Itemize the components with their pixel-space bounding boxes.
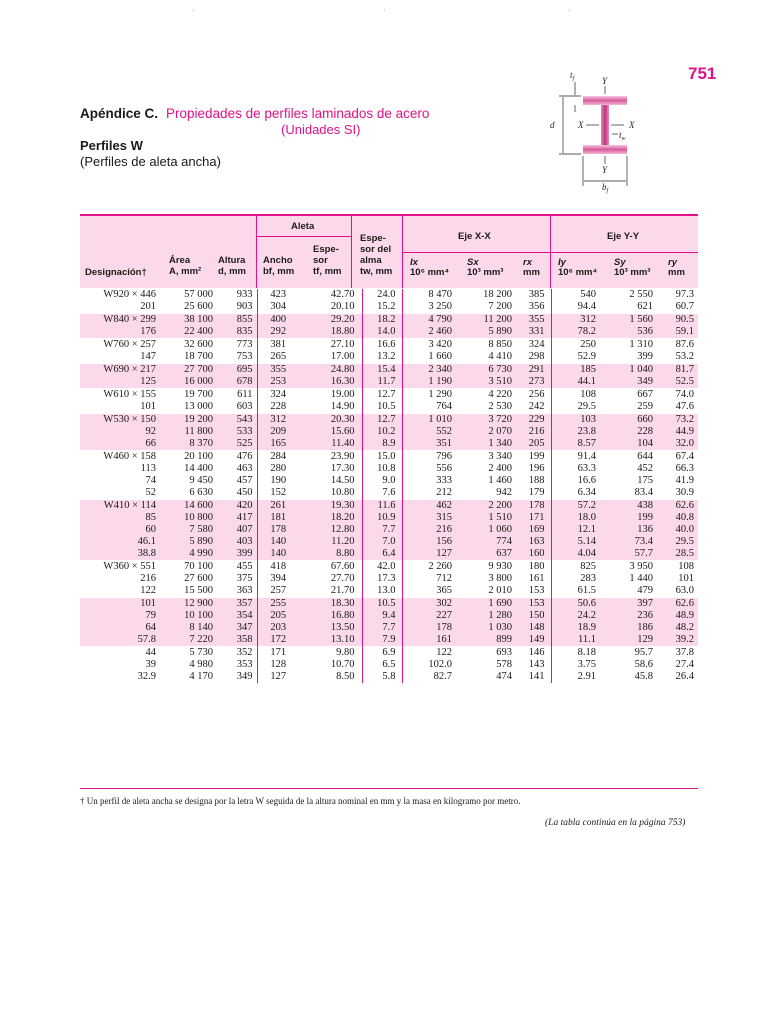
cell-sy: 438 199 136 73.4 57.7 xyxy=(604,500,659,561)
corner-mark: · xyxy=(568,6,571,15)
sy-header: Sy xyxy=(614,257,626,268)
designation-header: Designación† xyxy=(85,267,147,278)
continuation-note: (La tabla continúa en la página 753) xyxy=(545,818,686,828)
cell-bf: 400 292 xyxy=(257,314,307,339)
table-row-group xyxy=(80,451,698,500)
area-unit: A, mm² xyxy=(169,266,202,277)
cell-rx: 291 273 xyxy=(518,364,551,389)
cell-ix: 2 260 712 365 xyxy=(402,561,462,598)
table-row-group xyxy=(80,364,698,389)
cell-bf: 312 209 165 xyxy=(257,414,307,451)
cell-depth: 611 603 xyxy=(221,389,257,414)
cell-rx: 324 298 xyxy=(518,339,551,364)
cell-tf: 19.00 14.90 xyxy=(307,389,362,414)
flange-width-header: Ancho xyxy=(263,255,293,266)
cell-bf: 324 228 xyxy=(257,389,307,414)
sx-header: Sx xyxy=(467,257,479,268)
cell-area: 27 700 16 000 xyxy=(166,364,221,389)
cell-depth: 357 354 347 358 xyxy=(221,598,257,647)
cell-iy: 8.18 3.75 2.91 xyxy=(551,647,604,684)
cell-sx: 3 720 2 070 1 340 xyxy=(462,414,518,451)
table-row-group xyxy=(80,389,698,414)
page-number: 751 xyxy=(688,64,717,83)
cell-ry: 37.8 27.4 26.4 xyxy=(659,647,698,684)
cell-bf: 423 304 xyxy=(257,289,307,314)
cell-sx: 3 340 2 400 1 460 942 xyxy=(462,451,518,500)
cell-iy: 91.4 63.3 16.6 6.34 xyxy=(551,451,604,500)
cell-ry: 74.0 47.6 xyxy=(659,389,698,414)
cell-sx: 693 578 474 xyxy=(462,647,518,684)
cell-sy: 95.7 58.6 45.8 xyxy=(604,647,659,684)
cell-designation: W360 × 551 216 122 xyxy=(80,561,166,598)
cell-depth: 455 375 363 xyxy=(221,561,257,598)
web-thickness-header: Espe- xyxy=(360,233,386,244)
cell-area: 20 100 14 400 9 450 6 630 xyxy=(166,451,221,500)
cell-depth: 695 678 xyxy=(221,364,257,389)
table-row-group xyxy=(80,414,698,451)
cell-designation: W610 × 155 101 xyxy=(80,389,166,414)
cell-ry: 108 101 63.0 xyxy=(659,561,698,598)
cell-iy: 825 283 61.5 xyxy=(551,561,604,598)
appendix-heading xyxy=(80,106,429,121)
cell-tf: 9.80 10.70 8.50 xyxy=(307,647,362,684)
cell-area: 57 000 25 600 xyxy=(166,289,221,314)
appendix-label: Apéndice C. xyxy=(80,106,159,121)
flange-width-unit: bf, mm xyxy=(263,266,295,277)
cell-area: 12 900 10 100 8 140 7 220 xyxy=(166,598,221,647)
area-header: Área xyxy=(169,255,191,266)
cell-iy: 108 29.5 xyxy=(551,389,604,414)
cell-sy: 3 950 1 440 479 xyxy=(604,561,659,598)
cell-area: 14 600 10 800 7 580 5 890 4 990 xyxy=(166,500,221,561)
cell-ix: 8 470 3 250 xyxy=(402,289,462,314)
cell-ix: 3 420 1 660 xyxy=(402,339,462,364)
wide-flange-section-diagram xyxy=(546,68,660,194)
cell-ry: 90.5 59.1 xyxy=(659,314,698,339)
cell-sy: 1 310 399 xyxy=(604,339,659,364)
cell-ry: 97.3 60.7 xyxy=(659,289,698,314)
cell-tw: 6.9 6.5 5.8 xyxy=(362,647,402,684)
table-footnote: † Un perfil de aleta ancha se designa por la letra W seguida de la altura nominal en mm y la masa en kilogramo por metro. xyxy=(80,796,521,806)
flange-group-header: Aleta xyxy=(291,221,315,232)
y-axis-top-label: Y xyxy=(602,76,608,86)
cell-iy: 312 78.2 xyxy=(551,314,604,339)
cell-rx: 256 242 xyxy=(518,389,551,414)
section-subtitle: (Perfiles de aleta ancha) xyxy=(80,154,221,169)
cell-depth: 543 533 525 xyxy=(221,414,257,451)
cell-sx: 18 200 7 200 xyxy=(462,289,518,314)
cell-sx: 11 200 5 890 xyxy=(462,314,518,339)
cell-ry: 73.2 44.9 32.0 xyxy=(659,414,698,451)
cell-tw: 15.0 10.8 9.0 7.6 xyxy=(362,451,402,500)
header-rule xyxy=(256,236,351,237)
sy-unit: 10³ mm³ xyxy=(614,267,651,278)
cell-iy: 540 94.4 xyxy=(551,289,604,314)
cell-iy: 250 52.9 xyxy=(551,339,604,364)
cell-rx: 355 331 xyxy=(518,314,551,339)
cell-depth: 352 353 349 xyxy=(221,647,257,684)
cell-designation: W410 × 114 85 60 46.1 38.8 xyxy=(80,500,166,561)
d-label: d xyxy=(550,120,555,130)
table-body xyxy=(80,289,698,684)
depth-header: Altura xyxy=(218,255,246,266)
ry-header: ry xyxy=(668,257,677,268)
flange-thickness-header-2: sor xyxy=(313,255,328,266)
sx-unit: 10³ mm³ xyxy=(467,267,504,278)
cell-area: 19 200 11 800 8 370 xyxy=(166,414,221,451)
cell-tf: 19.30 18.20 12.80 11.20 8.80 xyxy=(307,500,362,561)
cell-depth: 773 753 xyxy=(221,339,257,364)
cell-rx: 178 171 169 163 160 xyxy=(518,500,551,561)
table-row-group xyxy=(80,339,698,364)
cell-ix: 1 010 552 351 xyxy=(402,414,462,451)
flange-thickness-header: Espe- xyxy=(313,244,339,255)
cell-iy: 185 44.1 xyxy=(551,364,604,389)
cell-depth: 476 463 457 450 xyxy=(221,451,257,500)
iy-header: Iy xyxy=(558,257,566,268)
cell-bf: 261 181 178 140 140 xyxy=(257,500,307,561)
x-axis-left-label: X xyxy=(578,120,584,130)
cell-bf: 171 128 127 xyxy=(257,647,307,684)
section-title: Perfiles W xyxy=(80,138,143,153)
table-row-group xyxy=(80,598,698,647)
tf-label: $t_f$ xyxy=(570,70,575,82)
cell-iy: 57.2 18.0 12.1 5.14 4.04 xyxy=(551,500,604,561)
cell-tw: 18.2 14.0 xyxy=(362,314,402,339)
cell-tw: 15.4 11.7 xyxy=(362,364,402,389)
cell-sx: 9 930 3 800 2 010 xyxy=(462,561,518,598)
cell-sx: 1 690 1 280 1 030 899 xyxy=(462,598,518,647)
cell-area: 5 730 4 980 4 170 xyxy=(166,647,221,684)
cell-sy: 644 452 175 83.4 xyxy=(604,451,659,500)
cell-rx: 199 196 188 179 xyxy=(518,451,551,500)
web-thickness-header-2: sor del xyxy=(360,244,392,255)
y-axis-bottom-label: Y xyxy=(602,165,608,175)
cell-ix: 462 315 216 156 127 xyxy=(402,500,462,561)
cell-tf: 27.10 17.00 xyxy=(307,339,362,364)
iy-unit: 10⁶ mm⁴ xyxy=(558,267,598,278)
cell-ry: 87.6 53.2 xyxy=(659,339,698,364)
cell-designation: W690 × 217 125 xyxy=(80,364,166,389)
cell-tw: 24.0 15.2 xyxy=(362,289,402,314)
cell-tf: 20.30 15.60 11.40 xyxy=(307,414,362,451)
table-header xyxy=(80,214,698,288)
ix-header: Ix xyxy=(410,257,418,268)
cell-designation: 101 79 64 57.8 xyxy=(80,598,166,647)
cell-tw: 11.6 10.9 7.7 7.0 6.4 xyxy=(362,500,402,561)
cell-rx: 153 150 148 149 xyxy=(518,598,551,647)
table-row-group xyxy=(80,647,698,684)
rx-header: rx xyxy=(523,257,532,268)
cell-sy: 667 259 xyxy=(604,389,659,414)
cell-rx: 146 143 141 xyxy=(518,647,551,684)
table-row-group xyxy=(80,314,698,339)
cell-designation: W460 × 158 113 74 52 xyxy=(80,451,166,500)
cell-tf: 18.30 16.80 13.50 13.10 xyxy=(307,598,362,647)
ix-unit: 10⁶ mm⁴ xyxy=(410,267,450,278)
cell-designation: W530 × 150 92 66 xyxy=(80,414,166,451)
cell-designation: W760 × 257 147 xyxy=(80,339,166,364)
cell-designation: 44 39 32.9 xyxy=(80,647,166,684)
cell-area: 38 100 22 400 xyxy=(166,314,221,339)
cell-sy: 2 550 621 xyxy=(604,289,659,314)
cell-bf: 381 265 xyxy=(257,339,307,364)
web-thickness-header-3: alma xyxy=(360,255,382,266)
table-row-group xyxy=(80,500,698,561)
cell-rx: 229 216 205 xyxy=(518,414,551,451)
cell-ry: 62.6 48.9 48.2 39.2 xyxy=(659,598,698,647)
table-row-group xyxy=(80,289,698,314)
cell-sx: 8 850 4 410 xyxy=(462,339,518,364)
cell-ix: 122 102.0 82.7 xyxy=(402,647,462,684)
cell-ix: 302 227 178 161 xyxy=(402,598,462,647)
cell-bf: 255 205 203 172 xyxy=(257,598,307,647)
cell-tw: 42.0 17.3 13.0 xyxy=(362,561,402,598)
cell-ry: 67.4 66.3 41.9 30.9 xyxy=(659,451,698,500)
properties-table xyxy=(80,214,698,683)
cell-bf: 284 280 190 152 xyxy=(257,451,307,500)
cell-ix: 796 556 333 212 xyxy=(402,451,462,500)
cell-sx: 2 200 1 510 1 060 774 637 xyxy=(462,500,518,561)
cell-designation: W920 × 446 201 xyxy=(80,289,166,314)
cell-rx: 180 161 153 xyxy=(518,561,551,598)
cell-sx: 4 220 2 530 xyxy=(462,389,518,414)
cell-tw: 10.5 9.4 7.7 7.9 xyxy=(362,598,402,647)
table-bottom-rule xyxy=(80,788,698,789)
cell-depth: 855 835 xyxy=(221,314,257,339)
x-axis-right-label: X xyxy=(629,120,635,130)
cell-rx: 385 356 xyxy=(518,289,551,314)
cell-iy: 50.6 24.2 18.9 11.1 xyxy=(551,598,604,647)
cell-area: 32 600 18 700 xyxy=(166,339,221,364)
tw-label: $t_w$ xyxy=(619,130,626,142)
web-thickness-unit: tw, mm xyxy=(360,266,393,277)
cell-designation: W840 × 299 176 xyxy=(80,314,166,339)
cell-tf: 23.90 17.30 14.50 10.80 xyxy=(307,451,362,500)
appendix-title: Propiedades de perfiles laminados de acero xyxy=(166,106,430,121)
cell-sy: 1 040 349 xyxy=(604,364,659,389)
cell-tw: 16.6 13.2 xyxy=(362,339,402,364)
cell-sx: 6 730 3 510 xyxy=(462,364,518,389)
cell-ry: 62.6 40.8 40.0 29.5 28.5 xyxy=(659,500,698,561)
bf-label: $b_f$ xyxy=(602,182,609,194)
rx-unit: mm xyxy=(523,267,540,278)
depth-unit: d, mm xyxy=(218,266,246,277)
table-row-group xyxy=(80,561,698,598)
header-divider xyxy=(256,216,257,288)
cell-ry: 81.7 52.5 xyxy=(659,364,698,389)
cell-sy: 397 236 186 129 xyxy=(604,598,659,647)
cell-tf: 24.80 16.30 xyxy=(307,364,362,389)
cell-area: 70 100 27 600 15 500 xyxy=(166,561,221,598)
corner-mark: · xyxy=(383,6,386,15)
cell-depth: 420 417 407 403 399 xyxy=(221,500,257,561)
cell-tf: 42.70 20.10 xyxy=(307,289,362,314)
cell-tf: 67.60 27.70 21.70 xyxy=(307,561,362,598)
cell-ix: 1 290 764 xyxy=(402,389,462,414)
cell-sy: 1 560 536 xyxy=(604,314,659,339)
units-line: (Unidades SI) xyxy=(281,122,361,137)
cell-area: 19 700 13 000 xyxy=(166,389,221,414)
axis-xx-header: Eje X-X xyxy=(458,231,491,242)
header-rule xyxy=(402,252,698,253)
cell-tw: 12.7 10.2 8.9 xyxy=(362,414,402,451)
ry-unit: mm xyxy=(668,267,685,278)
cell-sy: 660 228 104 xyxy=(604,414,659,451)
cell-tf: 29.20 18.80 xyxy=(307,314,362,339)
flange-thickness-unit: tf, mm xyxy=(313,266,342,277)
cell-ix: 2 340 1 190 xyxy=(402,364,462,389)
cell-iy: 103 23.8 8.57 xyxy=(551,414,604,451)
cell-ix: 4 790 2 460 xyxy=(402,314,462,339)
cell-bf: 418 394 257 xyxy=(257,561,307,598)
header-divider xyxy=(351,216,352,288)
cell-tw: 12.7 10.5 xyxy=(362,389,402,414)
axis-yy-header: Eje Y-Y xyxy=(607,231,640,242)
corner-mark: · xyxy=(192,6,195,15)
cell-depth: 933 903 xyxy=(221,289,257,314)
cell-bf: 355 253 xyxy=(257,364,307,389)
